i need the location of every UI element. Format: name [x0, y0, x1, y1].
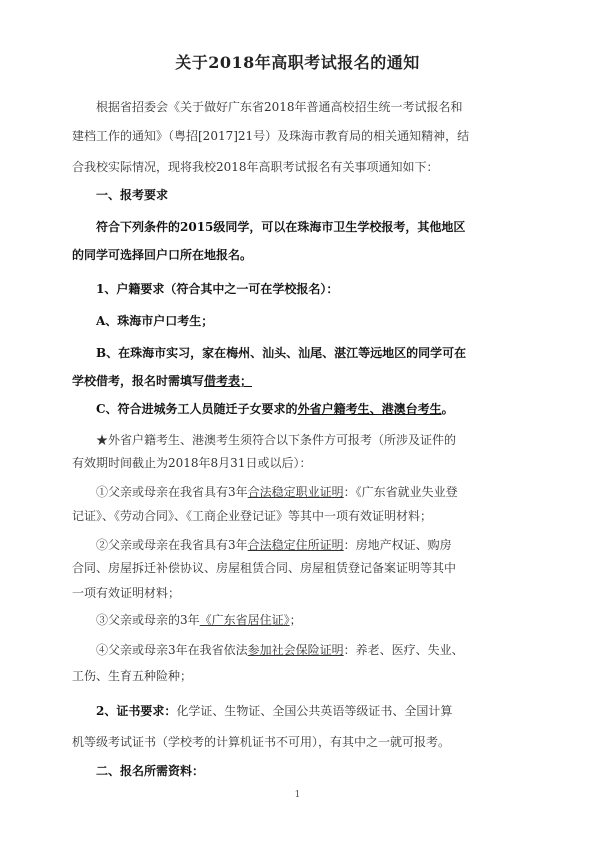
section1-para-line-1: 符合下列条件的2015级同学，可以在珠海市卫生学校报考，其他地区: [96, 220, 466, 234]
req2-line-2: 机等级考试证书（学校考的计算机证书不可用），有其中之一就可报考。: [72, 735, 451, 749]
note-intro-line-2: 有效期时间截止为2018年8月31日或以后）：: [72, 456, 312, 470]
item4-line-2: 工伤、生育五种险种；: [72, 669, 193, 683]
intro-line-1: 根据省招委会《关于做好广东省2018年普通高校招生统一考试报名和: [96, 100, 463, 114]
item1-underlined: 合法稳定职业证明: [247, 485, 344, 499]
item4-prefix: ④父亲或母亲3年在我省依法: [96, 643, 248, 657]
note-intro-line-1: ★外省户籍考生、港澳考生须符合以下条件方可报考（所涉及证件的: [96, 433, 457, 447]
req1-a: A、珠海市户口考生；: [96, 314, 214, 328]
borrow-exam-form-text: 借考表；: [204, 374, 253, 388]
req2-line-1: [96, 703, 452, 719]
item1-suffix: ：《广东省就业失业登: [343, 485, 458, 499]
intro-line-3: 合我校实际情况，现将我校2018年高职考试报名有关事项通知如下：: [72, 160, 439, 174]
item4-suffix: ：养老、医疗、失业、: [343, 643, 464, 657]
item3-line: [96, 612, 302, 628]
out-of-province-candidates-text: 外省户籍考生、港澳台考生: [297, 402, 442, 416]
section1-heading: 一、报考要求: [96, 188, 169, 202]
req1-b-line-1: B、在珠海市实习，家在梅州、汕头、汕尾、湛江等远地区的同学可在: [96, 346, 467, 360]
item2-line-2: 合同、房屋拆迁补偿协议、房屋租赁合同、房屋租赁登记备案证明等其中: [72, 561, 457, 575]
section2-heading: 二、报名所需资料：: [96, 764, 205, 778]
item3-underlined: 《广东省居住证》: [199, 613, 290, 627]
item3-prefix: ③父亲或母亲的3年: [96, 613, 200, 627]
item2-line-3: 一项有效证明材料；: [72, 586, 181, 600]
document-title: 关于2018年高职考试报名的通知: [175, 53, 420, 72]
item4-line-1: [96, 642, 464, 658]
item3-suffix: ；: [289, 613, 302, 627]
item4-underlined: 参加社会保险证明: [247, 643, 344, 657]
req1-heading: 1、户籍要求（符合其中之一可在学校报名）：: [96, 282, 339, 296]
req1-b-line-2: [72, 373, 252, 389]
item2-suffix: ：房地产权证、购房: [343, 538, 452, 552]
item2-line-1: [96, 537, 452, 553]
item1-line-1: [96, 484, 458, 500]
item1-line-2: 记证》、《劳动合同》、《工商企业登记证》等其中一项有效证明材料；: [72, 509, 433, 523]
item2-underlined: 合法稳定住所证明: [247, 538, 344, 552]
req1-b-prefix: 学校借考，报名时需填写: [72, 374, 205, 388]
req2-text: 化学证、生物证、全国公共英语等级证书、全国计算: [176, 704, 453, 718]
section1-para-line-2: 的同学可选择回户口所在地报名。: [72, 248, 253, 262]
req1-c: [96, 401, 454, 417]
item2-prefix: ②父亲或母亲在我省具有3年: [96, 538, 248, 552]
page-number: 1: [294, 790, 301, 800]
req1-c-prefix: C、符合进城务工人员随迁子女要求的: [96, 402, 298, 416]
req2-heading: 2、证书要求：: [96, 704, 177, 718]
intro-line-2: 建档工作的通知》（粤招[2017]21号）及珠海市教育局的相关通知精神，结: [72, 129, 470, 143]
req1-c-suffix: 。: [441, 402, 454, 416]
item1-prefix: ①父亲或母亲在我省具有3年: [96, 485, 248, 499]
